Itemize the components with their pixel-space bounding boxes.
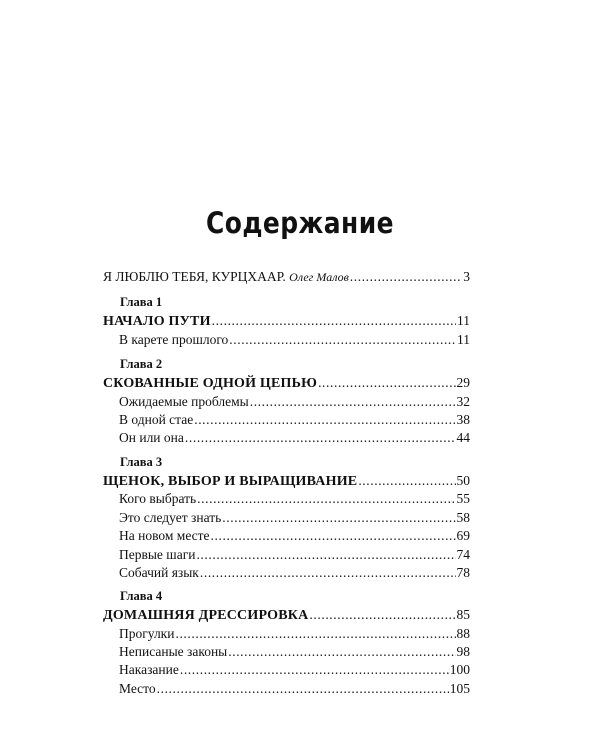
toc-entry[interactable] bbox=[103, 662, 470, 678]
toc-entry[interactable] bbox=[103, 547, 470, 563]
toc-entry[interactable] bbox=[103, 491, 470, 507]
toc-page-number: 55 bbox=[456, 491, 470, 506]
dot-leader bbox=[212, 313, 456, 329]
toc-entry-title: ЩЕНОК, ВЫБОР И ВЫРАЩИВАНИЕ bbox=[103, 474, 358, 489]
toc-entry-title: Место bbox=[119, 681, 156, 696]
toc-chapter-title[interactable] bbox=[103, 375, 470, 392]
dot-leader bbox=[358, 473, 455, 489]
toc-page-number: 58 bbox=[456, 510, 470, 525]
dot-leader bbox=[197, 491, 455, 507]
toc-entry-title: НАЧАЛО ПУТИ bbox=[103, 314, 211, 329]
toc-entry[interactable] bbox=[103, 644, 470, 660]
toc-page-number: 88 bbox=[456, 626, 470, 641]
toc-chapter-title[interactable] bbox=[103, 473, 470, 490]
toc-entry[interactable] bbox=[103, 412, 470, 428]
page-title: Содержание bbox=[206, 206, 394, 240]
toc-entry[interactable] bbox=[103, 565, 470, 581]
toc-entry-title: СКОВАННЫЕ ОДНОЙ ЦЕПЬЮ bbox=[103, 376, 318, 391]
toc-entry-title: Собачий язык bbox=[119, 565, 199, 580]
toc-entry-title: Это следует знать bbox=[119, 510, 222, 525]
toc-page-number: 29 bbox=[456, 375, 470, 390]
dot-leader bbox=[196, 547, 455, 563]
toc-entry[interactable] bbox=[103, 510, 470, 526]
dot-leader bbox=[309, 607, 455, 623]
toc-page-number: 50 bbox=[456, 473, 470, 488]
dot-leader bbox=[157, 681, 449, 697]
toc-entry-title: Первые шаги bbox=[119, 547, 196, 562]
toc-entry-title: Я ЛЮБЛЮ ТЕБЯ, КУРЦХААР. Олег Малов bbox=[103, 269, 349, 284]
dot-leader bbox=[250, 394, 456, 410]
toc-page-number: 3 bbox=[463, 269, 470, 284]
dot-leader bbox=[350, 269, 462, 285]
toc-page-number: 98 bbox=[456, 644, 470, 659]
dot-leader bbox=[211, 528, 456, 544]
dot-leader bbox=[200, 565, 456, 581]
dot-leader bbox=[229, 332, 456, 348]
toc-entry-title: Кого выбрать bbox=[119, 491, 197, 506]
toc-page-number: 74 bbox=[456, 547, 470, 562]
toc-entry-title: Неписаные законы bbox=[119, 644, 228, 659]
toc-entry-author: Олег Малов bbox=[289, 270, 349, 284]
toc-entry[interactable] bbox=[103, 626, 470, 642]
dot-leader bbox=[318, 375, 455, 391]
toc-page-number: 38 bbox=[456, 412, 470, 427]
toc-entry-title: На новом месте bbox=[119, 528, 210, 543]
chapter-label: Глава 4 bbox=[120, 589, 163, 603]
toc-entry-title: Наказание bbox=[119, 662, 179, 677]
dot-leader bbox=[228, 644, 455, 660]
dot-leader bbox=[194, 412, 455, 428]
dot-leader bbox=[222, 510, 455, 526]
toc-page-number: 44 bbox=[456, 430, 470, 445]
toc-page-number: 69 bbox=[456, 528, 470, 543]
chapter-label: Глава 1 bbox=[120, 295, 163, 309]
toc-page-number: 105 bbox=[449, 681, 470, 696]
toc-entry-title: Ожидаемые проблемы bbox=[119, 394, 249, 409]
toc-entry-intro[interactable] bbox=[103, 269, 470, 285]
toc-page-number: 100 bbox=[449, 662, 470, 677]
toc-entry-title: ДОМАШНЯЯ ДРЕССИРОВКА bbox=[103, 608, 309, 623]
toc-page-number: 11 bbox=[457, 313, 470, 328]
toc-entry[interactable] bbox=[103, 394, 470, 410]
toc-page-number: 78 bbox=[456, 565, 470, 580]
toc-entry[interactable] bbox=[103, 528, 470, 544]
dot-leader bbox=[185, 430, 456, 446]
toc-entry-title: Прогулки bbox=[119, 626, 175, 641]
chapter-label: Глава 3 bbox=[120, 455, 163, 469]
toc-page-number: 85 bbox=[456, 607, 470, 622]
toc-entry-title: В одной стае bbox=[119, 412, 194, 427]
toc-entry[interactable] bbox=[103, 430, 470, 446]
toc-page-number: 11 bbox=[457, 332, 470, 347]
toc-page-number: 32 bbox=[456, 394, 470, 409]
toc-entry[interactable] bbox=[103, 332, 470, 348]
toc-chapter-title[interactable] bbox=[103, 607, 470, 624]
toc-chapter-title[interactable] bbox=[103, 313, 470, 330]
chapter-label: Глава 2 bbox=[120, 357, 163, 371]
toc-entry-title: Он или она bbox=[119, 430, 184, 445]
toc-entry-title: В карете прошлого bbox=[119, 332, 229, 347]
dot-leader bbox=[180, 662, 449, 678]
toc-entry[interactable] bbox=[103, 681, 470, 697]
dot-leader bbox=[175, 626, 455, 642]
